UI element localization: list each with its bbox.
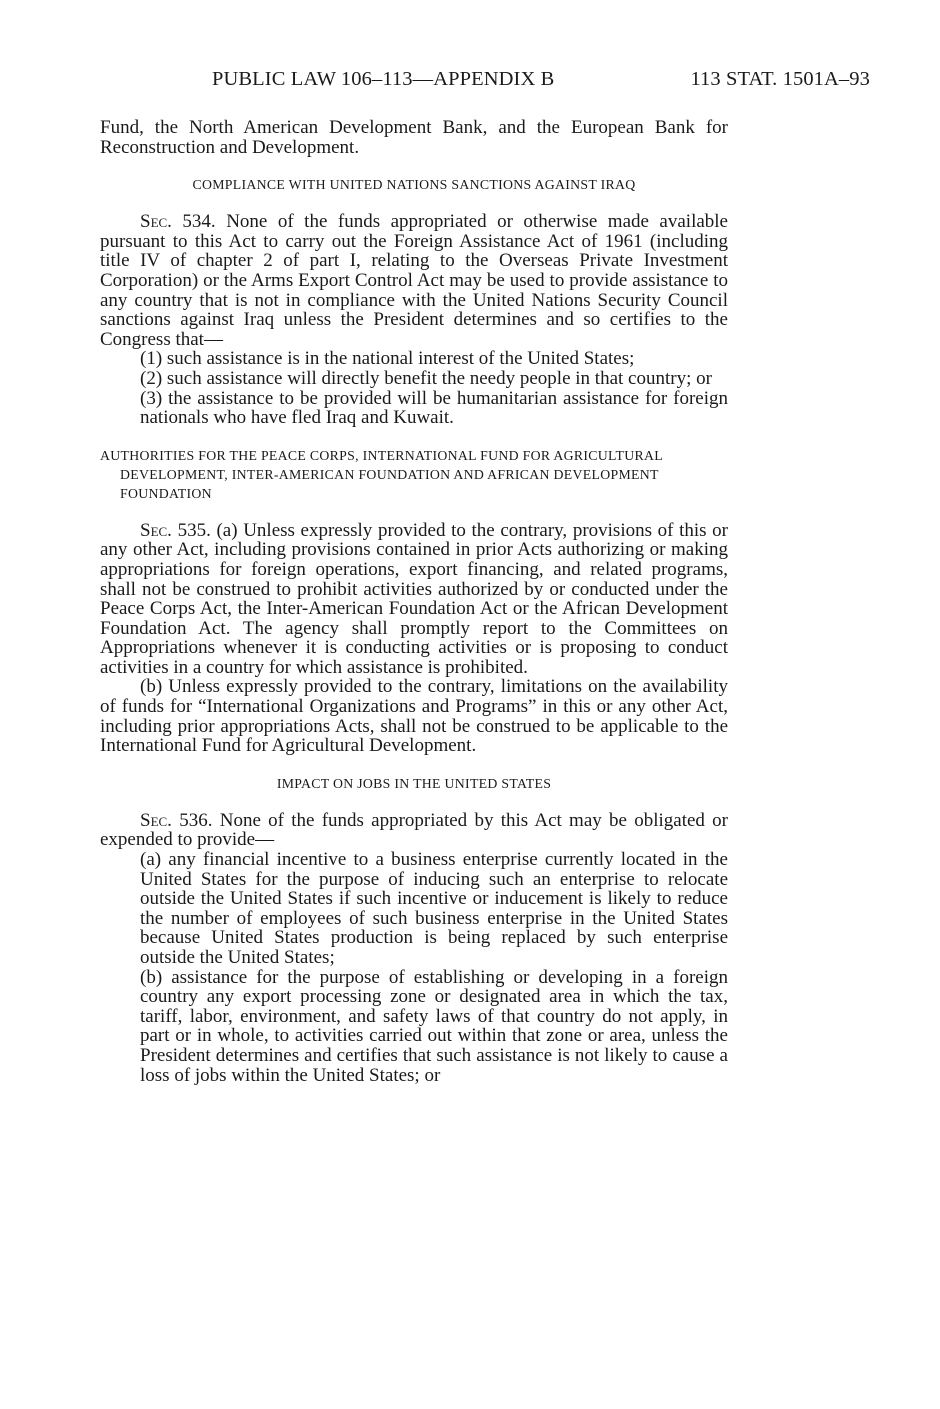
section-536-label: Sec. 536. (140, 809, 213, 831)
section-535-text-a (100, 521, 728, 678)
section-536-heading: IMPACT ON JOBS IN THE UNITED STATES (276, 775, 552, 791)
section-534-label: Sec. 534. (140, 211, 216, 233)
section-536-body: None of the funds appropriated by this Act may be obligated or expended to provide— (100, 809, 729, 851)
document-body (100, 118, 728, 1085)
section-534-item-3: (3) the assistance to be provided will be humanitarian assistance for foreign nationals who have fled Iraq and Kuwait. (140, 387, 728, 429)
section-534-item-1: (1) such assistance is in the national interest of the United States; (140, 348, 635, 370)
section-534-body: None of the funds appropriated or otherwise made available pursuant to this Act to carry out the Foreign Assistance Act of 1961 (including title IV of chapter 2 of part I, relating to the Overseas Private Investment Corporation) or the Arms Export Control Act may be used to provide assistance to any country that is not in compliance with the United Nations Security Council sanctions against Iraq unless the President determines and so certifies to the Congress that— (100, 211, 728, 350)
section-536-item-a: (a) any financial incentive to a business enterprise currently located in the United States for the purpose of inducing such an enterprise to relocate outside the United States if such incentive or inducement is likely to reduce the number of employees of such business enterprise in the United States because United States production is being replaced by such enterprise outside the United States; (140, 849, 728, 968)
section-535-heading: AUTHORITIES FOR THE PEACE CORPS, INTERNATIONAL FUND FOR AGRICULTURAL DEVELOPMENT, INTER-AMERICAN FOUNDATION AND AFRICAN DEVELOPMENT FOUNDATION (100, 447, 663, 501)
section-535-text-b: (b) Unless expressly provided to the contrary, limitations on the availability of funds for “International Organizations and Programs” in this or any other Act, including prior appropriations Acts, shall not be construed to be applicable to the International Fund for Agricultural Development. (100, 676, 728, 757)
continuation-paragraph: Fund, the North American Development Bank, and the European Bank for Reconstruction and Development. (100, 117, 728, 158)
public-law-title: PUBLIC LAW 106–113—APPENDIX B (212, 68, 555, 90)
section-534-text (100, 212, 728, 349)
statute-citation: 113 STAT. 1501A–93 (690, 68, 870, 90)
section-535-body-a: (a) Unless expressly provided to the contrary, provisions of this or any other Act, including provisions contained in prior Acts authorizing or making appropriations for foreign operations, export financing, and related programs, shall not be construed to prohibit activities authorized by or conducted under the Peace Corps Act, the Inter-American Foundation Act or the African Development Foundation Act. The agency shall promptly report to the Committees on Appropriations whenever it is conducting activities or is proposing to conduct activities in a country for which assistance is prohibited. (100, 519, 729, 678)
section-534-item-2: (2) such assistance will directly benefit the needy people in that country; or (140, 367, 712, 389)
section-535-label: Sec. 535. (140, 519, 211, 541)
section-534-heading: COMPLIANCE WITH UNITED NATIONS SANCTIONS AGAINST IRAQ (192, 177, 636, 193)
section-536-item-b: (b) assistance for the purpose of establishing or developing in a foreign country any export processing zone or designated area in which the tax, tariff, labor, environment, and safety laws of that country do not apply, in part or in whole, to activities carried out within that zone or area, unless the President determines and certifies that such assistance is not likely to cause a loss of jobs within the United States; or (140, 966, 728, 1086)
section-536-text (100, 811, 728, 850)
